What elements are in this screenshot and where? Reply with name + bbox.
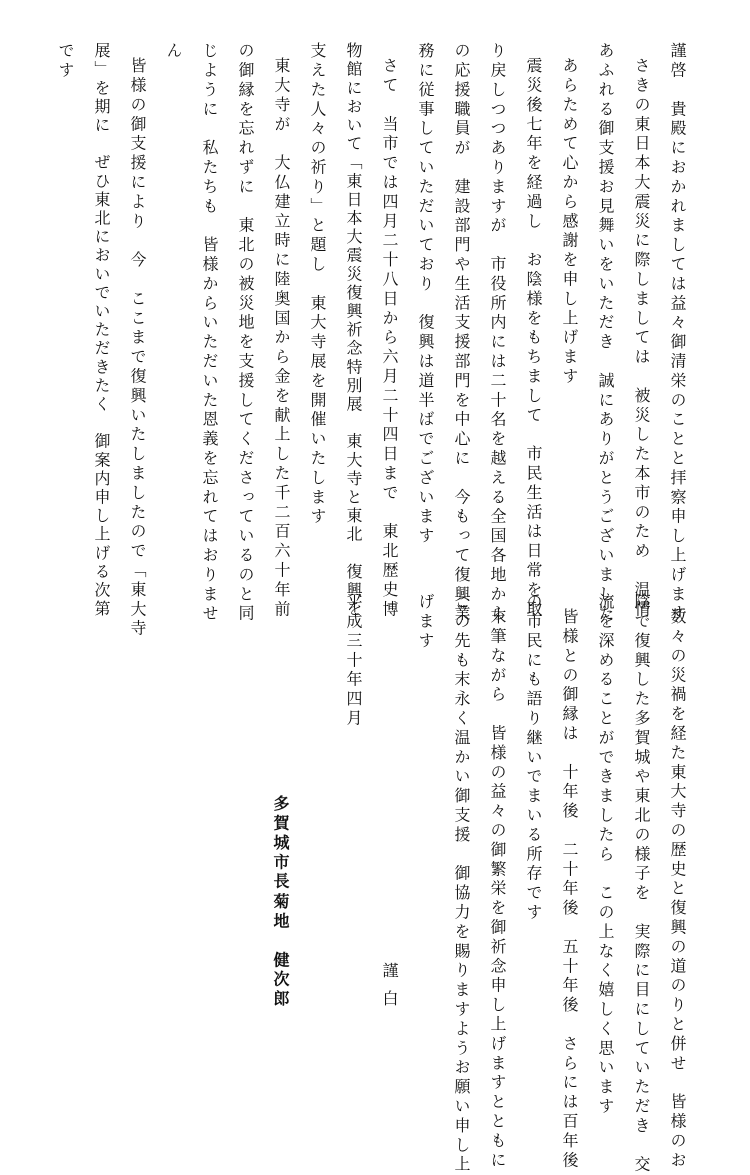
body-line: 末筆ながら 皆様の益々の御繁栄を御祈念申し上げますとともに [488,608,507,1171]
body-line: げます [416,593,435,652]
body-line: の市民にも語り継いでまいる所存です [524,593,543,923]
body-line: り戻しつつありますが 市役所内には二十名を越える全国各地から [488,42,507,624]
closing-mark: 謹白 [380,962,399,1018]
body-line: あふれる御支援お見舞いをいただき 誠にありがとうございました [596,42,615,624]
body-line: の御縁を忘れずに 東北の被災地を支援してくださっているのと同 [236,42,255,624]
body-line: さきの東日本大震災に際しましては 被災した本市のため 温情 [632,57,651,620]
body-line: 震災後七年を経過し お陰様をもちまして 市民生活は日常を取 [524,57,543,620]
body-line: 皆様の御支援により 今 ここまで復興いたしましたので「東大寺 [128,57,147,639]
body-line: この先も末永く温かい御支援 御協力を賜りますようお願い申し上 [452,593,471,1175]
body-line: 務に従事していただいており 復興は道半ばでございます [416,42,435,547]
body-line: 支えた人々の祈り」と題し 東大寺展を開催いたします [308,42,327,527]
body-line: ん [164,42,183,62]
body-line: 皆様との御縁は 十年後 二十年後 五十年後 さらには百年後 [560,608,579,1171]
salutation-line: 謹啓 貴殿におかれましては益々御清栄のことと拝察申し上げます [668,42,687,624]
body-line: 物館において「東日本大震災復興祈念特別展 東大寺と東北 復興を [344,42,363,619]
body-line: です [56,42,75,81]
body-line: 東大寺が 大仏建立時に陸奥国から金を献上した千二百六十年前 [272,57,291,620]
body-line: あらためて心から感謝を申し上げます [560,57,579,387]
body-line: さて 当市では四月二十八日から六月二十四日まで 東北歴史博 [380,57,399,620]
body-line: の応援職員が 建設部門や生活支援部門を中心に 今もって復興業 [452,42,471,624]
signatory-title: 多賀城市長 [271,795,290,892]
signatory-name: 菊地 健次郎 [271,893,290,1010]
date: 平成三十年四月 [344,593,363,729]
body-line: じように 私たちも 皆様からいただいた恩義を忘れてはおりませ [200,42,219,624]
body-line: 流を深めることができましたら この上なく嬉しく思います [596,593,615,1117]
body-line: 展」を期に ぜひ東北においでいただきたく 御案内申し上げる次第 [92,42,111,619]
body-line: 数々の災禍を経た東大寺の歴史と復興の道のりと併せ 皆様のお [668,608,687,1171]
body-line: 陰で復興した多賀城や東北の様子を 実際に目にしていただき 交 [632,593,651,1175]
